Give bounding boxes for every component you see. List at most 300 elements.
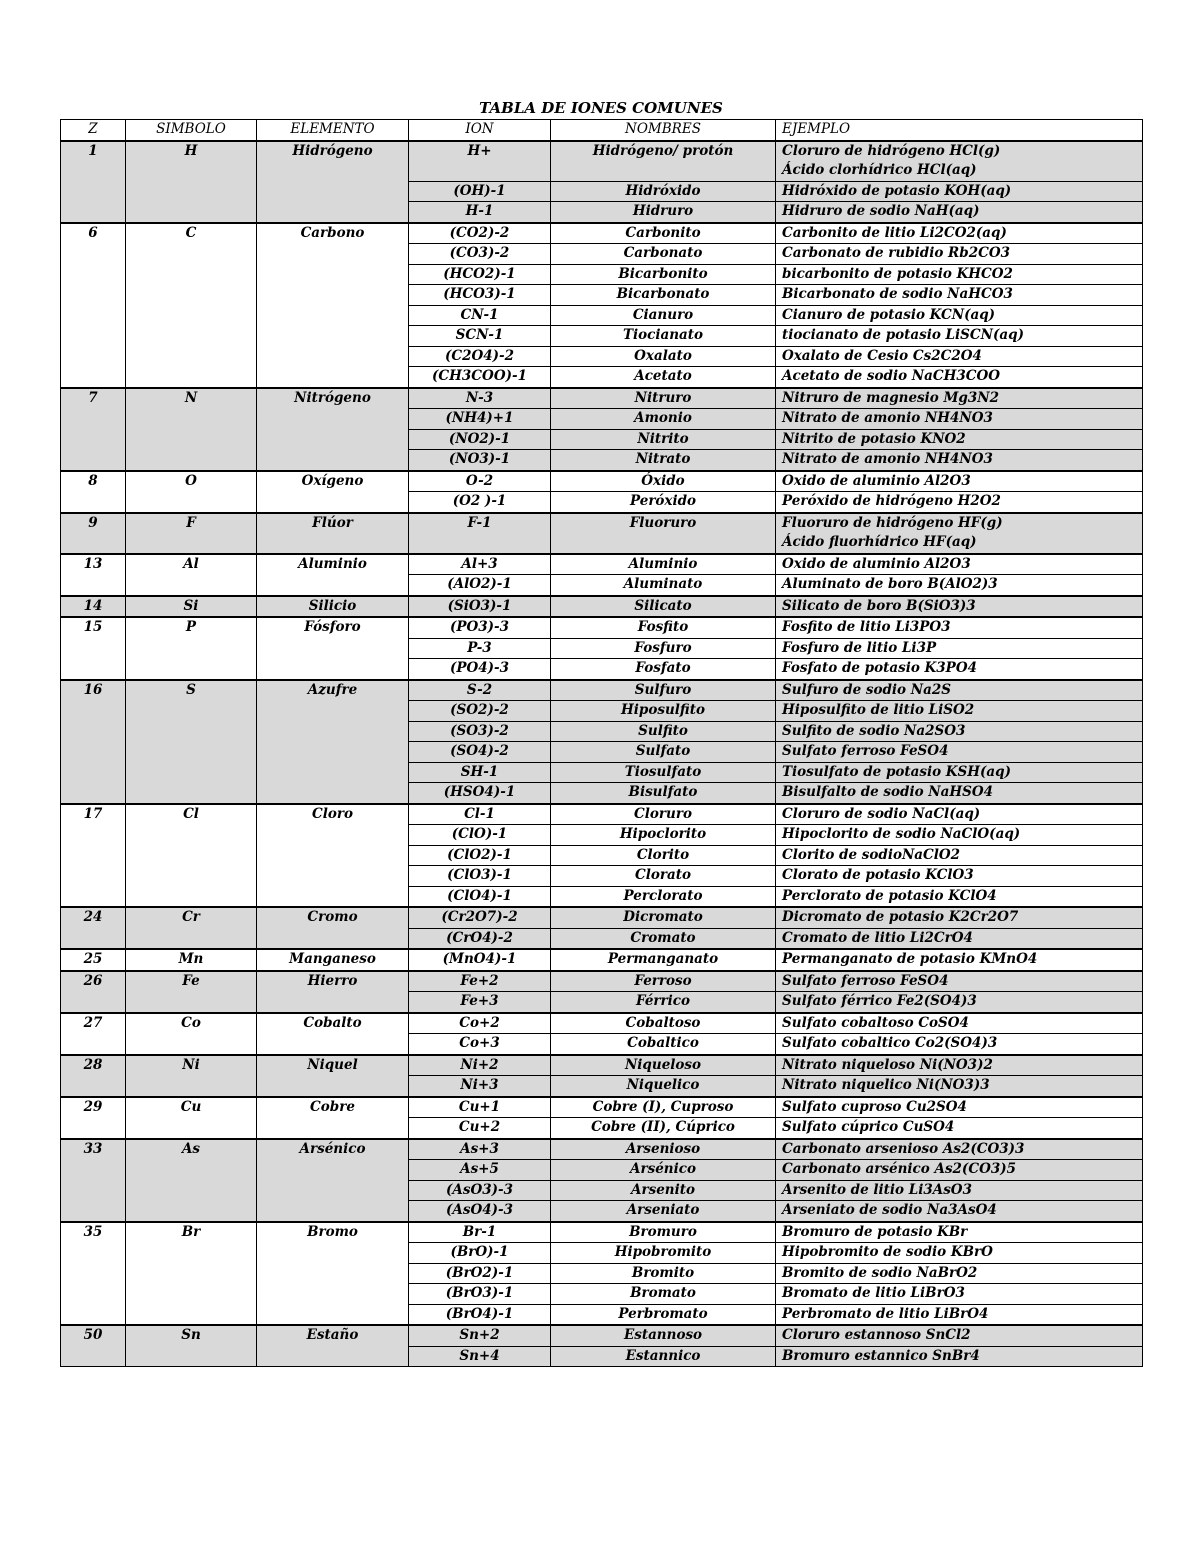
name-cell: Perbromato (551, 1304, 776, 1325)
example-cell (776, 866, 1143, 887)
example-cell (776, 367, 1143, 388)
element-cell: Cromo (257, 907, 409, 949)
atomic-number-cell: 50 (61, 1325, 126, 1367)
example-cell (776, 1076, 1143, 1097)
header-z: Z (61, 120, 126, 141)
table-row (61, 1139, 1143, 1160)
example-line: Bromato de litio LiBrO3 (782, 1285, 965, 1301)
example-line: Nitrato de amonio NH4NO3 (782, 451, 993, 467)
example-cell (776, 181, 1143, 202)
example-line: Sulfato cobaltoso CoSO4 (782, 1014, 969, 1031)
name-cell: Permanganato (551, 949, 776, 971)
ion-cell: (O2 )-1 (409, 492, 551, 513)
example-cell (776, 1139, 1143, 1160)
atomic-number-cell: 13 (61, 554, 126, 596)
example-cell (776, 1263, 1143, 1284)
example-line: Nitrato niquelico Ni(NO3)3 (782, 1077, 990, 1093)
example-line: Clorito de sodioNaClO2 (782, 846, 961, 863)
example-cell (776, 992, 1143, 1013)
name-cell: Amonio (551, 409, 776, 430)
example-cell (776, 783, 1143, 804)
example-cell (776, 471, 1143, 492)
symbol-cell: O (126, 471, 257, 513)
symbol-cell: Co (126, 1013, 257, 1055)
example-cell (776, 596, 1143, 618)
atomic-number-cell: 8 (61, 471, 126, 513)
ion-cell: (MnO4)-1 (409, 949, 551, 971)
name-cell: Hidróxido (551, 181, 776, 202)
header-symbol: SIMBOLO (126, 120, 257, 141)
example-cell (776, 742, 1143, 763)
example-cell (776, 1201, 1143, 1222)
example-line: Silicato de boro B(SiO3)3 (782, 597, 976, 614)
example-cell (776, 223, 1143, 244)
name-cell: Hidruro (551, 202, 776, 223)
element-group-s (61, 680, 1143, 804)
atomic-number-cell: 9 (61, 513, 126, 554)
symbol-cell: Cu (126, 1097, 257, 1139)
element-cell: Fósforo (257, 617, 409, 680)
example-line: Nitruro de magnesio Mg3N2 (782, 389, 999, 406)
table-row (61, 1222, 1143, 1243)
example-cell (776, 305, 1143, 326)
example-cell (776, 928, 1143, 949)
example-line: Bisulfalto de sodio NaHSO4 (782, 784, 994, 800)
name-cell: Bicarbonato (551, 285, 776, 306)
example-line: Hiposulfito de litio LiSO2 (782, 702, 975, 718)
example-cell (776, 1304, 1143, 1325)
ion-cell: (OH)-1 (409, 181, 551, 202)
name-cell: Silicato (551, 596, 776, 618)
ion-cell: H-1 (409, 202, 551, 223)
ion-cell: CN-1 (409, 305, 551, 326)
element-cell: Manganeso (257, 949, 409, 971)
ion-cell: (PO3)-3 (409, 617, 551, 638)
name-cell: Fosfuro (551, 638, 776, 659)
ion-cell: (PO4)-3 (409, 659, 551, 680)
example-cell (776, 1284, 1143, 1305)
name-cell: Nitruro (551, 388, 776, 409)
example-cell (776, 429, 1143, 450)
name-cell: Cobre (II), Cúprico (551, 1118, 776, 1139)
atomic-number-cell: 1 (61, 141, 126, 223)
symbol-cell: Ni (126, 1055, 257, 1097)
symbol-cell: Cl (126, 804, 257, 908)
table-row (61, 554, 1143, 575)
atomic-number-cell: 27 (61, 1013, 126, 1055)
example-line: Bromuro de potasio KBr (782, 1223, 968, 1240)
table-row (61, 1055, 1143, 1076)
name-cell: Cobre (I), Cuproso (551, 1097, 776, 1118)
example-cell (776, 804, 1143, 825)
element-group-as (61, 1139, 1143, 1222)
ions-table (60, 119, 1143, 1367)
example-line: Sulfuro de sodio Na2S (782, 681, 951, 698)
element-group-si (61, 596, 1143, 618)
ion-cell: Ni+2 (409, 1055, 551, 1076)
example-line: Cloruro estannoso SnCl2 (782, 1327, 971, 1343)
header-element: ELEMENTO (257, 120, 409, 141)
name-cell: Bromato (551, 1284, 776, 1305)
example-line: Cloruro de hidrógeno HCl(g) (782, 142, 1001, 159)
example-line: tiocianato de potasio LiSCN(aq) (782, 327, 1024, 343)
element-cell: Arsénico (257, 1139, 409, 1222)
name-cell: Carbonato (551, 244, 776, 265)
element-group-cl (61, 804, 1143, 908)
example-cell (776, 680, 1143, 701)
name-cell: Hidrógeno/ protón (551, 141, 776, 182)
example-line: Carbonato de rubidio Rb2CO3 (782, 245, 1010, 261)
atomic-number-cell: 25 (61, 949, 126, 971)
symbol-cell: F (126, 513, 257, 554)
symbol-cell: C (126, 223, 257, 388)
name-cell: Cloruro (551, 804, 776, 825)
table-row (61, 907, 1143, 928)
ion-cell: Co+3 (409, 1034, 551, 1055)
symbol-cell: Cr (126, 907, 257, 949)
example-line: Carbonato arsénico As2(CO3)5 (782, 1161, 1017, 1177)
element-cell: Oxígeno (257, 471, 409, 513)
ion-cell: (BrO2)-1 (409, 1263, 551, 1284)
header-example: EJEMPLO (776, 120, 1143, 141)
element-group-br (61, 1222, 1143, 1326)
example-line: Oxido de aluminio Al2O3 (782, 555, 971, 572)
element-cell: Carbono (257, 223, 409, 388)
ion-cell: As+3 (409, 1139, 551, 1160)
atomic-number-cell: 14 (61, 596, 126, 618)
element-group-mn (61, 949, 1143, 971)
ion-cell: O-2 (409, 471, 551, 492)
example-line: Acetato de sodio NaCH3COO (782, 368, 1001, 384)
example-line: Sulfato ferroso FeSO4 (782, 743, 949, 759)
element-group-fe (61, 971, 1143, 1013)
name-cell: Estannico (551, 1346, 776, 1367)
element-cell: Hidrógeno (257, 141, 409, 223)
example-cell (776, 1243, 1143, 1264)
symbol-cell: S (126, 680, 257, 804)
example-line: Nitrato de amonio NH4NO3 (782, 410, 993, 426)
ion-cell: P-3 (409, 638, 551, 659)
name-cell: Peróxido (551, 492, 776, 513)
table-row (61, 949, 1143, 971)
name-cell: Nitrato (551, 450, 776, 471)
ion-cell: (BrO)-1 (409, 1243, 551, 1264)
ion-cell: (ClO4)-1 (409, 886, 551, 907)
atomic-number-cell: 15 (61, 617, 126, 680)
example-cell (776, 575, 1143, 596)
name-cell: Niquelico (551, 1076, 776, 1097)
table-row (61, 141, 1143, 182)
name-cell: Férrico (551, 992, 776, 1013)
element-group-sn (61, 1325, 1143, 1367)
example-line: Ácido clorhídrico HCl(aq) (782, 162, 977, 178)
example-line: Sulfito de sodio Na2SO3 (782, 722, 966, 739)
ion-cell: Fe+3 (409, 992, 551, 1013)
example-line: Nitrito de potasio KNO2 (782, 430, 966, 447)
element-cell: Hierro (257, 971, 409, 1013)
ion-cell: Co+2 (409, 1013, 551, 1034)
element-group-c (61, 223, 1143, 388)
element-group-o (61, 471, 1143, 513)
ion-cell: (ClO)-1 (409, 825, 551, 846)
example-line: Peróxido de hidrógeno H2O2 (782, 493, 1001, 509)
element-cell: Nitrógeno (257, 388, 409, 471)
element-cell: Silicio (257, 596, 409, 618)
name-cell: Fosfito (551, 617, 776, 638)
example-cell (776, 513, 1143, 554)
example-line: Sulfato ferroso FeSO4 (782, 972, 949, 989)
name-cell: Bromito (551, 1263, 776, 1284)
ion-cell: N-3 (409, 388, 551, 409)
example-line: Sulfato cobaltico Co2(SO4)3 (782, 1035, 998, 1051)
name-cell: Arseniato (551, 1201, 776, 1222)
table-row (61, 1325, 1143, 1346)
example-cell (776, 1118, 1143, 1139)
symbol-cell: Al (126, 554, 257, 596)
ion-cell: H+ (409, 141, 551, 182)
ion-cell: (NH4)+1 (409, 409, 551, 430)
ion-cell: (SiO3)-1 (409, 596, 551, 618)
example-line: Oxido de aluminio Al2O3 (782, 472, 971, 489)
example-line: Clorato de potasio KClO3 (782, 867, 974, 883)
example-line: Bromito de sodio NaBrO2 (782, 1264, 978, 1281)
example-line: Hidruro de sodio NaH(aq) (782, 203, 980, 219)
table-row (61, 1013, 1143, 1034)
name-cell: Cianuro (551, 305, 776, 326)
name-cell: Clorito (551, 845, 776, 866)
ion-cell: (HCO2)-1 (409, 264, 551, 285)
example-cell (776, 1325, 1143, 1346)
ion-cell: (SO3)-2 (409, 721, 551, 742)
ion-cell: (SO4)-2 (409, 742, 551, 763)
name-cell: Hipoclorito (551, 825, 776, 846)
ion-cell: SH-1 (409, 762, 551, 783)
symbol-cell: P (126, 617, 257, 680)
atomic-number-cell: 33 (61, 1139, 126, 1222)
example-line: Perclorato de potasio KClO4 (782, 887, 997, 904)
example-cell (776, 409, 1143, 430)
example-line: Fosfuro de litio Li3P (782, 639, 937, 656)
example-line: Ácido fluorhídrico HF(aq) (782, 534, 977, 550)
ion-cell: (CO3)-2 (409, 244, 551, 265)
ion-cell: (SO2)-2 (409, 701, 551, 722)
element-group-p (61, 617, 1143, 680)
example-cell (776, 721, 1143, 742)
table-row (61, 388, 1143, 409)
name-cell: Tiosulfato (551, 762, 776, 783)
symbol-cell: Fe (126, 971, 257, 1013)
example-cell (776, 825, 1143, 846)
name-cell: Sulfuro (551, 680, 776, 701)
example-line: Nitrato niqueloso Ni(NO3)2 (782, 1056, 993, 1073)
table-row (61, 223, 1143, 244)
example-cell (776, 907, 1143, 928)
element-cell: Cobre (257, 1097, 409, 1139)
example-cell (776, 638, 1143, 659)
table-row (61, 804, 1143, 825)
name-cell: Óxido (551, 471, 776, 492)
ion-cell: Sn+4 (409, 1346, 551, 1367)
example-cell (776, 886, 1143, 907)
name-cell: Clorato (551, 866, 776, 887)
ion-cell: S-2 (409, 680, 551, 701)
example-line: Carbonito de litio Li2CO2(aq) (782, 224, 1007, 241)
page-title: TABLA DE IONES COMUNES (479, 99, 723, 117)
table-row (61, 617, 1143, 638)
element-cell: Cobalto (257, 1013, 409, 1055)
example-line: Bromuro estannico SnBr4 (782, 1347, 980, 1364)
element-cell: Estaño (257, 1325, 409, 1367)
name-cell: Sulfato (551, 742, 776, 763)
ion-cell: (AsO3)-3 (409, 1180, 551, 1201)
element-group-f (61, 513, 1143, 554)
ion-cell: Sn+2 (409, 1325, 551, 1346)
example-line: Fosfito de litio Li3PO3 (782, 619, 951, 635)
example-line: Cromato de litio Li2CrO4 (782, 929, 973, 946)
name-cell: Hiposulfito (551, 701, 776, 722)
ion-cell: SCN-1 (409, 326, 551, 347)
example-line: Cianuro de potasio KCN(aq) (782, 306, 996, 323)
ion-cell: Br-1 (409, 1222, 551, 1243)
example-cell (776, 141, 1143, 182)
atomic-number-cell: 17 (61, 804, 126, 908)
header-ion: ION (409, 120, 551, 141)
example-cell (776, 1160, 1143, 1181)
symbol-cell: Br (126, 1222, 257, 1326)
symbol-cell: H (126, 141, 257, 223)
name-cell: Sulfito (551, 721, 776, 742)
name-cell: Aluminio (551, 554, 776, 575)
element-group-n (61, 388, 1143, 471)
ion-cell: Al+3 (409, 554, 551, 575)
header-names: NOMBRES (551, 120, 776, 141)
element-group-ni (61, 1055, 1143, 1097)
example-line: Carbonato arsenioso As2(CO3)3 (782, 1140, 1025, 1157)
example-line: Tiosulfato de potasio KSH(aq) (782, 763, 1012, 780)
name-cell: Tiocianato (551, 326, 776, 347)
atomic-number-cell: 35 (61, 1222, 126, 1326)
ion-cell: (AlO2)-1 (409, 575, 551, 596)
example-cell (776, 1097, 1143, 1118)
example-cell (776, 617, 1143, 638)
atomic-number-cell: 26 (61, 971, 126, 1013)
name-cell: Estannoso (551, 1325, 776, 1346)
example-line: Fluoruro de hidrógeno HF(g) (782, 514, 1003, 531)
element-cell: Niquel (257, 1055, 409, 1097)
table-row (61, 971, 1143, 992)
ion-cell: (ClO3)-1 (409, 866, 551, 887)
atomic-number-cell: 24 (61, 907, 126, 949)
name-cell: Acetato (551, 367, 776, 388)
example-line: Bicarbonato de sodio NaHCO3 (782, 286, 1013, 302)
element-group-al (61, 554, 1143, 596)
example-line: Arseniato de sodio Na3AsO4 (782, 1202, 997, 1218)
atomic-number-cell: 16 (61, 680, 126, 804)
atomic-number-cell: 7 (61, 388, 126, 471)
name-cell: Arsénico (551, 1160, 776, 1181)
name-cell: Cromato (551, 928, 776, 949)
example-cell (776, 326, 1143, 347)
name-cell: Nitrito (551, 429, 776, 450)
table-row (61, 1097, 1143, 1118)
example-cell (776, 1222, 1143, 1243)
example-cell (776, 1055, 1143, 1076)
ion-cell: (AsO4)-3 (409, 1201, 551, 1222)
atomic-number-cell: 29 (61, 1097, 126, 1139)
example-line: Perbromato de litio LiBrO4 (782, 1305, 989, 1322)
example-cell (776, 492, 1143, 513)
example-line: Permanganato de potasio KMnO4 (782, 951, 1038, 967)
ion-cell: F-1 (409, 513, 551, 554)
example-line: Hidróxido de potasio KOH(aq) (782, 182, 1012, 199)
table-row (61, 471, 1143, 492)
header-row (61, 120, 1143, 141)
ion-cell: (HCO3)-1 (409, 285, 551, 306)
ion-cell: (BrO3)-1 (409, 1284, 551, 1305)
name-cell: Aluminato (551, 575, 776, 596)
element-group-cu (61, 1097, 1143, 1139)
ion-cell: (BrO4)-1 (409, 1304, 551, 1325)
element-cell: Azufre (257, 680, 409, 804)
element-group-cr (61, 907, 1143, 949)
name-cell: Cobaltoso (551, 1013, 776, 1034)
example-line: Fosfato de potasio K3PO4 (782, 660, 977, 676)
element-cell: Flúor (257, 513, 409, 554)
name-cell: Ferroso (551, 971, 776, 992)
example-line: Aluminato de boro B(AlO2)3 (782, 576, 998, 592)
ion-cell: (C2O4)-2 (409, 346, 551, 367)
example-cell (776, 1034, 1143, 1055)
ion-cell: (ClO2)-1 (409, 845, 551, 866)
example-cell (776, 949, 1143, 971)
element-cell: Cloro (257, 804, 409, 908)
name-cell: Oxalato (551, 346, 776, 367)
element-group-h (61, 141, 1143, 223)
name-cell: Bicarbonito (551, 264, 776, 285)
table-header (61, 120, 1143, 141)
ion-cell: Cu+2 (409, 1118, 551, 1139)
example-cell (776, 1180, 1143, 1201)
name-cell: Perclorato (551, 886, 776, 907)
ion-cell: (NO2)-1 (409, 429, 551, 450)
example-cell (776, 202, 1143, 223)
element-cell: Bromo (257, 1222, 409, 1326)
example-line: Hipobromito de sodio KBrO (782, 1244, 993, 1260)
example-cell (776, 1013, 1143, 1034)
table-row (61, 680, 1143, 701)
name-cell: Fluoruro (551, 513, 776, 554)
example-cell (776, 701, 1143, 722)
example-line: Oxalato de Cesio Cs2C2O4 (782, 347, 982, 364)
name-cell: Fosfato (551, 659, 776, 680)
example-cell (776, 845, 1143, 866)
example-line: Arsenito de litio Li3AsO3 (782, 1181, 972, 1198)
example-cell (776, 346, 1143, 367)
ion-cell: (CH3COO)-1 (409, 367, 551, 388)
example-cell (776, 762, 1143, 783)
ion-cell: (HSO4)-1 (409, 783, 551, 804)
example-line: Cloruro de sodio NaCl(aq) (782, 805, 981, 822)
element-group-co (61, 1013, 1143, 1055)
example-cell (776, 388, 1143, 409)
name-cell: Dicromato (551, 907, 776, 928)
ion-cell: (CrO4)-2 (409, 928, 551, 949)
element-cell: Aluminio (257, 554, 409, 596)
example-cell (776, 285, 1143, 306)
name-cell: Bisulfato (551, 783, 776, 804)
example-line: Sulfato cúprico CuSO4 (782, 1119, 955, 1135)
ion-cell: (Cr2O7)-2 (409, 907, 551, 928)
